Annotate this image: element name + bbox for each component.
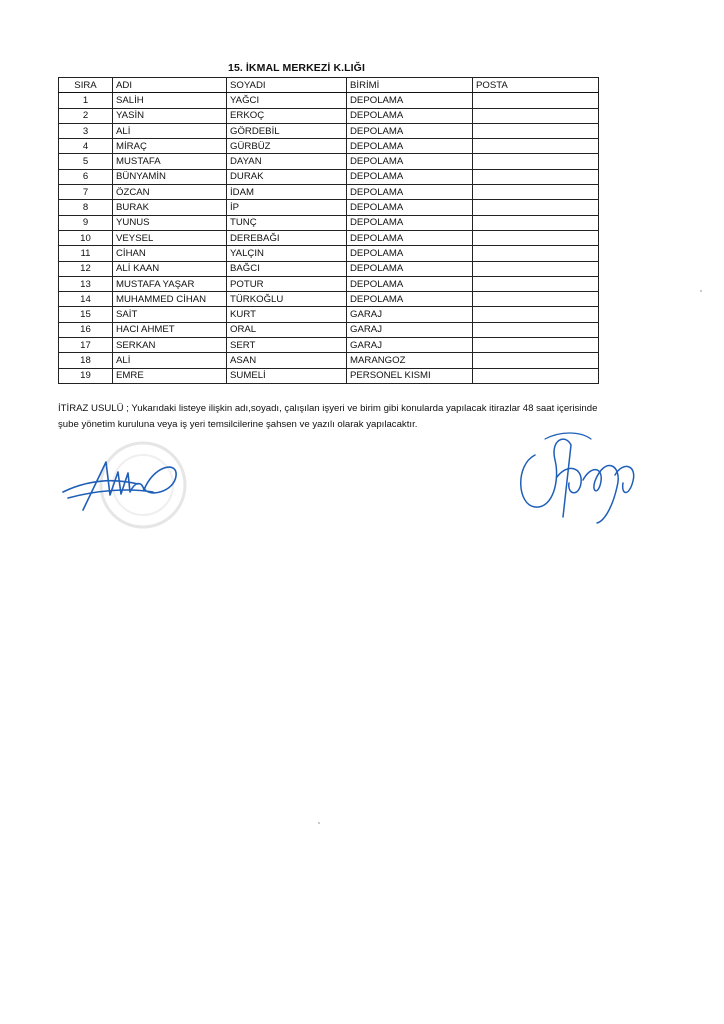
cell-birimi: GARAJ <box>347 338 473 353</box>
table-row <box>59 215 599 230</box>
cell-posta <box>473 292 599 307</box>
table-row <box>59 230 599 245</box>
table-row <box>59 307 599 322</box>
cell-soyadi: YALÇIN <box>227 246 347 261</box>
cell-sira: 13 <box>59 276 113 291</box>
cell-sira: 6 <box>59 169 113 184</box>
header-sira: SIRA <box>59 78 113 93</box>
cell-birimi: GARAJ <box>347 322 473 337</box>
cell-soyadi: DEREBAĞI <box>227 230 347 245</box>
cell-soyadi: İP <box>227 200 347 215</box>
cell-adi: BURAK <box>113 200 227 215</box>
cell-adi: EMRE <box>113 368 227 383</box>
cell-adi: BÜNYAMİN <box>113 169 227 184</box>
cell-posta <box>473 307 599 322</box>
cell-posta <box>473 185 599 200</box>
cell-sira: 5 <box>59 154 113 169</box>
table-row <box>59 276 599 291</box>
cell-birimi: DEPOLAMA <box>347 200 473 215</box>
cell-soyadi: SUMELİ <box>227 368 347 383</box>
table-row <box>59 246 599 261</box>
table-row <box>59 292 599 307</box>
signature-left <box>58 440 193 550</box>
cell-soyadi: SERT <box>227 338 347 353</box>
cell-soyadi: ASAN <box>227 353 347 368</box>
cell-adi: ALİ KAAN <box>113 261 227 276</box>
table-row <box>59 139 599 154</box>
header-posta: POSTA <box>473 78 599 93</box>
cell-birimi: DEPOLAMA <box>347 185 473 200</box>
cell-adi: CİHAN <box>113 246 227 261</box>
table-row <box>59 338 599 353</box>
cell-posta <box>473 353 599 368</box>
table-row <box>59 261 599 276</box>
objection-note-line-2: şube yönetim kuruluna veya iş yeri temsilcilerine şahsen ve yazılı olarak yapılacaktır. <box>58 419 418 430</box>
signature-right <box>505 425 650 525</box>
table-row <box>59 185 599 200</box>
cell-posta <box>473 322 599 337</box>
cell-soyadi: TUNÇ <box>227 215 347 230</box>
cell-posta <box>473 338 599 353</box>
cell-adi: MUSTAFA <box>113 154 227 169</box>
cell-birimi: PERSONEL KISMI <box>347 368 473 383</box>
cell-birimi: DEPOLAMA <box>347 246 473 261</box>
table-row <box>59 368 599 383</box>
cell-sira: 15 <box>59 307 113 322</box>
cell-adi: MİRAÇ <box>113 139 227 154</box>
cell-sira: 4 <box>59 139 113 154</box>
cell-sira: 2 <box>59 108 113 123</box>
cell-soyadi: ERKOÇ <box>227 108 347 123</box>
cell-sira: 18 <box>59 353 113 368</box>
table-row <box>59 123 599 138</box>
cell-posta <box>473 200 599 215</box>
cell-soyadi: ORAL <box>227 322 347 337</box>
cell-soyadi: DAYAN <box>227 154 347 169</box>
scan-speck <box>318 822 320 824</box>
table-row <box>59 108 599 123</box>
cell-posta <box>473 261 599 276</box>
cell-posta <box>473 230 599 245</box>
cell-soyadi: GÖRDEBİL <box>227 123 347 138</box>
cell-adi: HACI AHMET <box>113 322 227 337</box>
cell-posta <box>473 276 599 291</box>
cell-birimi: DEPOLAMA <box>347 139 473 154</box>
cell-sira: 17 <box>59 338 113 353</box>
cell-posta <box>473 215 599 230</box>
cell-sira: 16 <box>59 322 113 337</box>
cell-adi: SAİT <box>113 307 227 322</box>
table-row <box>59 353 599 368</box>
table-row <box>59 169 599 184</box>
cell-soyadi: DURAK <box>227 169 347 184</box>
cell-soyadi: TÜRKOĞLU <box>227 292 347 307</box>
cell-posta <box>473 123 599 138</box>
table-row <box>59 200 599 215</box>
cell-soyadi: GÜRBÜZ <box>227 139 347 154</box>
cell-birimi: DEPOLAMA <box>347 215 473 230</box>
cell-birimi: DEPOLAMA <box>347 93 473 108</box>
roster-body <box>59 93 599 384</box>
cell-sira: 3 <box>59 123 113 138</box>
cell-adi: SALİH <box>113 93 227 108</box>
cell-birimi: DEPOLAMA <box>347 169 473 184</box>
cell-adi: YUNUS <box>113 215 227 230</box>
table-row <box>59 93 599 108</box>
cell-adi: ALİ <box>113 123 227 138</box>
header-birimi: BİRİMİ <box>347 78 473 93</box>
cell-posta <box>473 368 599 383</box>
cell-birimi: MARANGOZ <box>347 353 473 368</box>
scan-speck <box>700 290 702 292</box>
cell-birimi: DEPOLAMA <box>347 154 473 169</box>
cell-birimi: DEPOLAMA <box>347 230 473 245</box>
cell-sira: 11 <box>59 246 113 261</box>
cell-sira: 12 <box>59 261 113 276</box>
cell-adi: VEYSEL <box>113 230 227 245</box>
cell-soyadi: POTUR <box>227 276 347 291</box>
cell-sira: 10 <box>59 230 113 245</box>
cell-birimi: DEPOLAMA <box>347 261 473 276</box>
cell-soyadi: YAĞCI <box>227 93 347 108</box>
cell-posta <box>473 108 599 123</box>
cell-sira: 7 <box>59 185 113 200</box>
cell-posta <box>473 169 599 184</box>
cell-birimi: GARAJ <box>347 307 473 322</box>
cell-sira: 14 <box>59 292 113 307</box>
cell-adi: ALİ <box>113 353 227 368</box>
cell-posta <box>473 93 599 108</box>
objection-note-line-1: İTİRAZ USULÜ ; Yukarıdaki listeye ilişkin adı,soyadı, çalışılan işyeri ve birim gibi konularda yapılacak itirazlar 48 saat içerisinde <box>58 403 598 414</box>
cell-soyadi: İDAM <box>227 185 347 200</box>
cell-sira: 8 <box>59 200 113 215</box>
cell-sira: 19 <box>59 368 113 383</box>
cell-adi: SERKAN <box>113 338 227 353</box>
document-title: 15. İKMAL MERKEZİ K.LIĞI <box>228 62 365 74</box>
header-soyadi: SOYADI <box>227 78 347 93</box>
roster-table <box>58 77 599 384</box>
cell-sira: 9 <box>59 215 113 230</box>
cell-birimi: DEPOLAMA <box>347 123 473 138</box>
table-row <box>59 154 599 169</box>
cell-birimi: DEPOLAMA <box>347 276 473 291</box>
cell-posta <box>473 246 599 261</box>
cell-adi: MUSTAFA YAŞAR <box>113 276 227 291</box>
cell-sira: 1 <box>59 93 113 108</box>
cell-adi: ÖZCAN <box>113 185 227 200</box>
cell-soyadi: BAĞCI <box>227 261 347 276</box>
cell-posta <box>473 139 599 154</box>
cell-soyadi: KURT <box>227 307 347 322</box>
cell-birimi: DEPOLAMA <box>347 292 473 307</box>
table-row <box>59 322 599 337</box>
cell-adi: YASİN <box>113 108 227 123</box>
cell-posta <box>473 154 599 169</box>
table-header-row <box>59 78 599 93</box>
cell-adi: MUHAMMED CİHAN <box>113 292 227 307</box>
signature-right-stroke <box>521 439 634 523</box>
header-adi: ADI <box>113 78 227 93</box>
cell-birimi: DEPOLAMA <box>347 108 473 123</box>
